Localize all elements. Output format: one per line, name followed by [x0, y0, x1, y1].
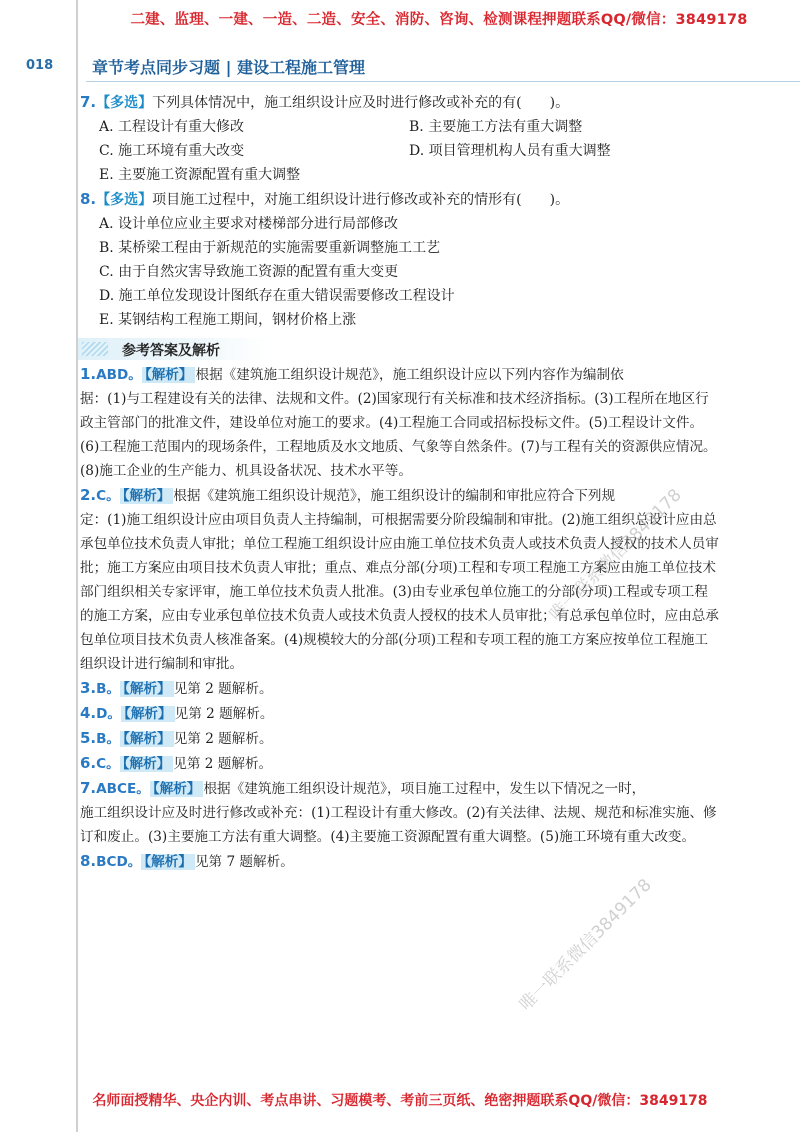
chapter-title: 章节考点同步习题 | 建设工程施工管理 — [92, 58, 365, 77]
option-c: C. 由于自然灾害导致施工资源的配置有重大变更 — [99, 264, 399, 280]
analysis-text: 根据《建筑施工组织设计规范》，项目施工过程中，发生以下情况之一时， — [203, 781, 646, 797]
analysis-text: 见第 2 题解析。 — [173, 731, 273, 747]
analysis-text-cont: 据：(1)与工程建设有关的法律、法规和文件。(2)国家现行有关标准和技术经济指标。(3)工程所在地区行政主管部门的批准文件，建设单位对施工的要求。(4)工程施工合同或招标投标文件。(5)工程设计文件。(6)工程施工范围内的现场条件，工程地质及水文地质、气象等自然条件。(7)与工程有关的资源供应情况。(8)施工企业的生产能力、机具设备状况、技术水平等。 — [80, 391, 717, 479]
analysis-label: 【解析】 — [120, 488, 174, 504]
answer-key: C。 — [96, 756, 120, 772]
answer-5 — [80, 726, 720, 751]
option-e: E. 主要施工资源配置有重大调整 — [99, 167, 301, 183]
answer-key: D。 — [96, 706, 122, 722]
analysis-text: 见第 7 题解析。 — [194, 854, 294, 870]
analysis-text: 见第 2 题解析。 — [174, 706, 274, 722]
question-8 — [80, 187, 720, 332]
option-d: D. 项目管理机构人员有重大调整 — [409, 143, 611, 159]
answer-number: 7. — [80, 779, 97, 797]
page-number: 018 — [26, 58, 54, 73]
margin-rule — [76, 0, 78, 1132]
answer-number: 1. — [80, 365, 97, 383]
answer-number: 4. — [80, 704, 97, 722]
option-a: A. 设计单位应业主要求对楼梯部分进行局部修改 — [99, 216, 399, 232]
option-d: D. 施工单位发现设计图纸存在重大错误需要修改工程设计 — [99, 288, 455, 304]
page-content — [80, 90, 720, 874]
answer-6 — [80, 751, 720, 776]
answer-key: B。 — [96, 731, 121, 747]
option-b: B. 主要施工方法有重大调整 — [409, 119, 583, 135]
answer-key: C。 — [96, 488, 120, 504]
top-promo-banner: 二建、监理、一建、一造、二造、安全、消防、咨询、检测课程押题联系QQ/微信：3849178 — [130, 12, 748, 28]
answer-number: 3. — [80, 679, 97, 697]
section-title: 参考答案及解析 — [122, 343, 220, 359]
answer-1 — [80, 362, 720, 483]
answer-key: ABD。 — [96, 367, 142, 383]
answer-2 — [80, 483, 720, 676]
analysis-text-cont: 定：(1)施工组织设计应由项目负责人主持编制，可根据需要分阶段编制和审批。(2)施工组织总设计应由总承包单位技术负责人审批；单位工程施工组织设计应由施工单位技术负责人或技术负责人授权的技术人员审批；施工方案应由项目技术负责人审批；重点、难点分部(分项)工程和专项工程施工方案应由施工单位技术部门组织相关专家评审，施工单位技术负责人批准。(3)由专业承包单位施工的分部(分项)工程或专项工程的施工方案，应由专业承包单位技术负责人或技术负责人授权的技术人员审批；有总承包单位时，应由总承包单位项目技术负责人核准备案。(4)规模较大的分部(分项)工程和专项工程的施工方案应按单位工程施工组织设计进行编制和审批。 — [80, 512, 719, 672]
analysis-label: 【解析】 — [120, 681, 174, 697]
analysis-label: 【解析】 — [141, 854, 195, 870]
analysis-text-cont: 施工组织设计应及时进行修改或补充：(1)工程设计有重大修改。(2)有关法律、法规、规范和标准实施、修订和废止。(3)主要施工方法有重大调整。(4)主要施工资源配置有重大调整。(5)施工环境有重大改变。 — [80, 805, 717, 845]
answer-key: B。 — [96, 681, 121, 697]
question-number: 8. — [80, 190, 97, 208]
analysis-text: 根据《建筑施工组织设计规范》，施工组织设计应以下列内容作为编制依 — [195, 367, 624, 383]
header-divider — [86, 81, 800, 82]
bottom-promo-banner: 名师面授精华、央企内训、考点串讲、习题模考、考前三页纸、绝密押题联系QQ/微信：3849178 — [92, 1093, 708, 1109]
analysis-text: 根据《建筑施工组织设计规范》，施工组织设计的编制和审批应符合下列规 — [173, 488, 616, 504]
page-header — [0, 54, 800, 84]
option-a: A. 工程设计有重大修改 — [99, 119, 245, 135]
question-stem: 项目施工过程中，对施工组织设计进行修改或补充的情形有( )。 — [152, 192, 570, 208]
answer-number: 5. — [80, 729, 97, 747]
option-e: E. 某钢结构工程施工期间，钢材价格上涨 — [99, 312, 357, 328]
answers-section-heading — [78, 338, 268, 360]
answer-number: 8. — [80, 852, 97, 870]
answer-7 — [80, 776, 720, 849]
answer-3 — [80, 676, 720, 701]
question-type-tag: 【多选】 — [96, 95, 153, 111]
answer-key: ABCE。 — [96, 781, 150, 797]
answer-key: BCD。 — [96, 854, 142, 870]
analysis-label: 【解析】 — [120, 731, 174, 747]
answer-4 — [80, 701, 720, 726]
watermark: 唯一联系微信3849178 — [515, 875, 656, 1015]
question-type-tag: 【多选】 — [96, 192, 153, 208]
analysis-label: 【解析】 — [142, 367, 196, 383]
option-b: B. 某桥梁工程由于新规范的实施需要重新调整施工工艺 — [99, 240, 441, 256]
answer-number: 2. — [80, 486, 97, 504]
analysis-label: 【解析】 — [120, 756, 174, 772]
analysis-text: 见第 2 题解析。 — [173, 681, 273, 697]
question-number: 7. — [80, 93, 97, 111]
analysis-text: 见第 2 题解析。 — [173, 756, 273, 772]
question-7 — [80, 90, 720, 187]
answer-number: 6. — [80, 754, 97, 772]
analysis-label: 【解析】 — [150, 781, 204, 797]
option-c: C. 施工环境有重大改变 — [99, 143, 245, 159]
section-marker-icon — [82, 342, 108, 356]
question-stem: 下列具体情况中，施工组织设计应及时进行修改或补充的有( )。 — [152, 95, 570, 111]
answer-8 — [80, 849, 720, 874]
watermark: 唯一联系微信3849178 — [545, 485, 686, 625]
analysis-label: 【解析】 — [121, 706, 175, 722]
